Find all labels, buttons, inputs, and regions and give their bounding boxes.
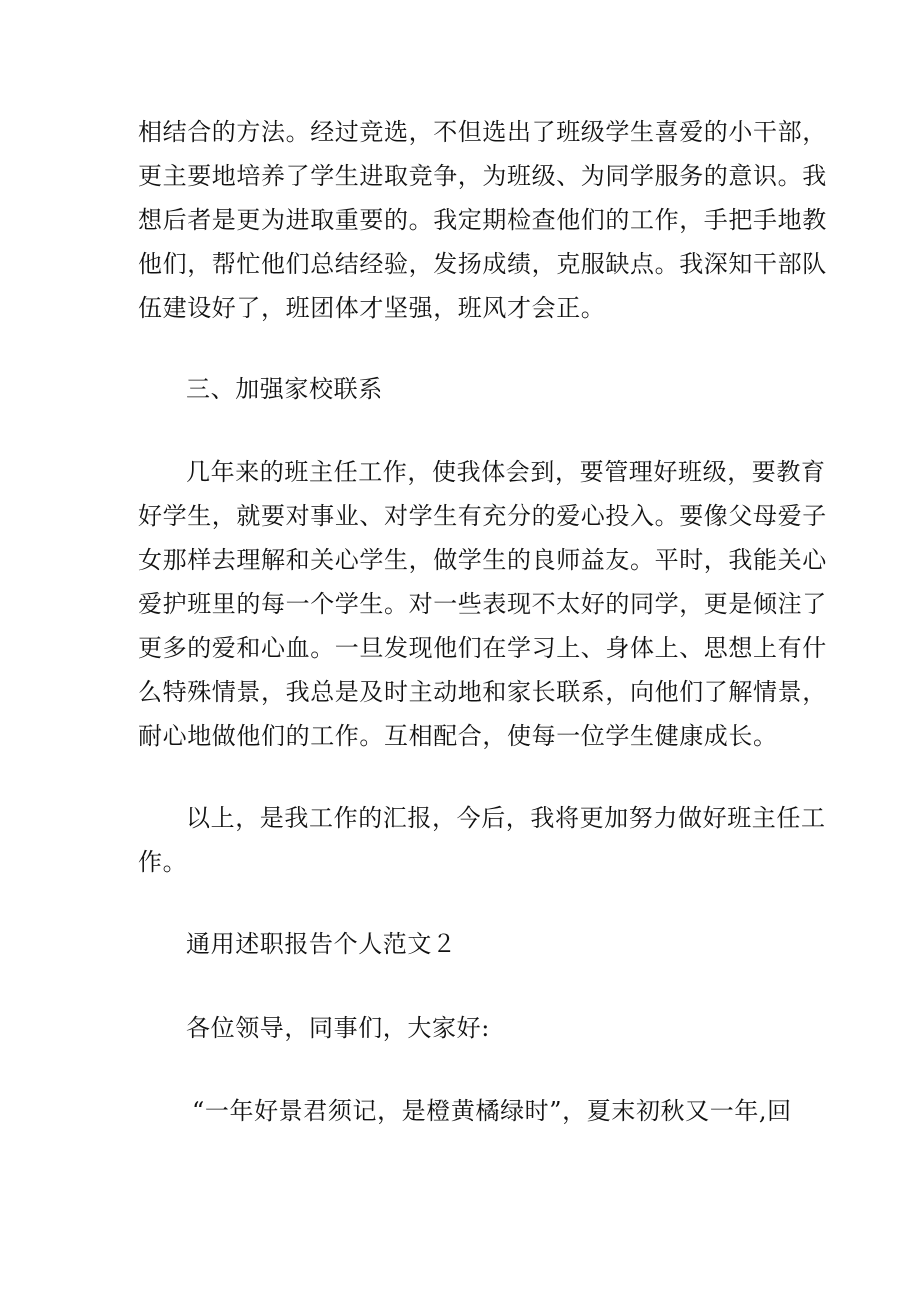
text-line: 耐心地做他们的工作。互相配合，使每一位学生健康成长。 <box>138 722 778 750</box>
document-title: 通用述职报告个人范文２ <box>186 930 457 958</box>
text-line: 么特殊情景，我总是及时主动地和家长联系，向他们了解情景， <box>138 678 827 706</box>
text-line: 以上，是我工作的汇报，今后，我将更加努力做好班主任工 <box>186 804 826 832</box>
text-line: 女那样去理解和关心学生，做学生的良师益友。平时，我能关心 <box>138 546 827 574</box>
quote-line: “一年好景君须记，是橙黄橘绿时”，夏末初秋又一年,回 <box>192 1097 792 1125</box>
text-line: 想后者是更为进取重要的。我定期检查他们的工作，手把手地教 <box>138 206 827 234</box>
text-line: 几年来的班主任工作，使我体会到，要管理好班级，要教育 <box>186 458 826 486</box>
text-line: 相结合的方法。经过竞选，不但选出了班级学生喜爱的小干部， <box>138 118 827 146</box>
text-line: 伍建设好了，班团体才坚强，班风才会正。 <box>138 294 606 322</box>
text-line: 更多的爱和心血。一旦发现他们在学习上、身体上、思想上有什 <box>138 634 827 662</box>
section-heading: 三、加强家校联系 <box>186 375 383 403</box>
text-line: 作。 <box>138 848 188 876</box>
text-line: 爱护班里的每一个学生。对一些表现不太好的同学，更是倾注了 <box>138 590 827 618</box>
text-line: 好学生，就要对事业、对学生有充分的爱心投入。要像父母爱子 <box>138 502 827 530</box>
text-line: 他们，帮忙他们总结经验，发扬成绩，克服缺点。我深知干部队 <box>138 250 827 278</box>
text-line: 更主要地培养了学生进取竞争，为班级、为同学服务的意识。我 <box>138 162 827 190</box>
greeting: 各位领导，同事们，大家好: <box>186 1014 490 1042</box>
